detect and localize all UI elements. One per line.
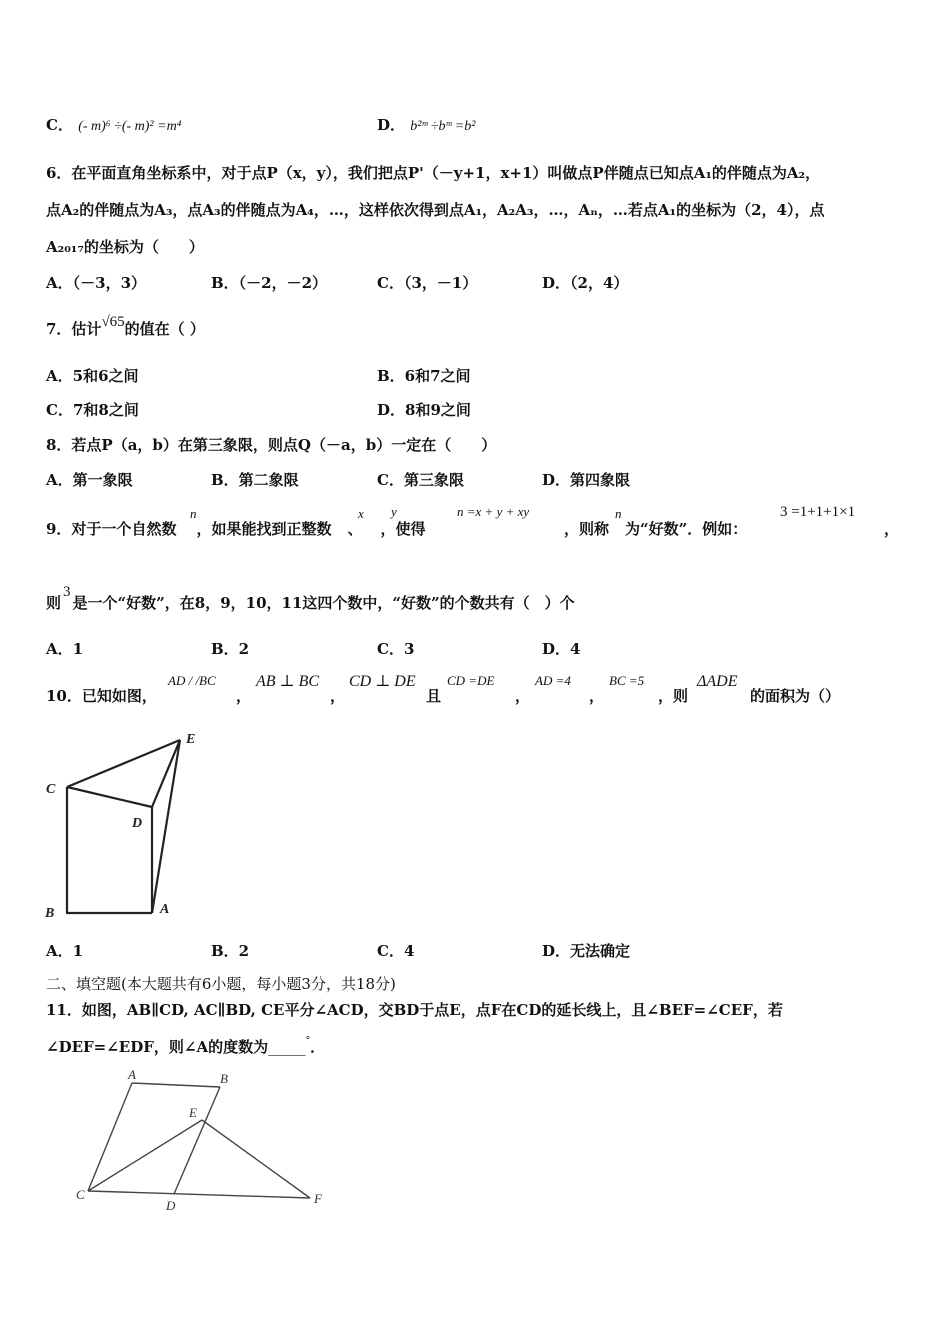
- q5-option-d-expression: b²ᵐ ÷bᵐ =b²: [410, 119, 476, 134]
- q11-fig-label-c: C: [76, 1187, 85, 1202]
- q7-option-b: B．6和7之间: [377, 367, 471, 385]
- q6-option-d: D．（2，4）: [542, 274, 629, 292]
- q10-cond-bc: BC =5: [609, 673, 645, 688]
- q11-stem-line-1: 11．如图，AB∥CD, AC∥BD, CE平分∠ACD，交BD于点E，点F在CD的延长线上，且∠BEF=∠CEF，若: [46, 1001, 783, 1019]
- q7-option-d: D．8和9之间: [377, 401, 471, 419]
- q7-stem: 7．估计√65的值在（ ）: [46, 314, 205, 338]
- q10-comma-4: ，: [589, 687, 605, 705]
- q9-stem-line-2: 则3是一个“好数”，在8，9，10，11这四个数中，“好数”的个数共有（ ）个: [46, 584, 575, 612]
- q10-and: 且: [426, 687, 442, 705]
- q6-option-c: C．（3，－1）: [377, 274, 478, 292]
- q11-fig-label-e: E: [189, 1105, 197, 1120]
- q10-fig-edge-ae: [152, 740, 180, 913]
- q10-comma-1: ，: [236, 687, 252, 705]
- q10-cond-ad: AD =4: [535, 673, 571, 688]
- q7-radical: √65: [101, 314, 125, 330]
- q5-option-c-expression: (- m)⁶ ÷(- m)² =m⁴: [78, 119, 182, 134]
- q9-var-n2: n: [615, 506, 622, 521]
- q6-option-b: B．（－2，－2）: [211, 274, 328, 292]
- q10-fig-label-d: D: [132, 816, 143, 831]
- q11-fig-label-f: F: [314, 1191, 322, 1206]
- q10-fig-label-c: C: [46, 782, 56, 797]
- q10-fig-edge-cd: [67, 787, 152, 807]
- q10-fig-label-e: E: [186, 732, 196, 747]
- q6-stem-line-2: 点A₂的伴随点为A₃，点A₃的伴随点为A₄，…，这样依次得到点A₁，A₂A₃，…，Aₙ，…若点A₁的坐标为（2，4），点: [46, 201, 825, 219]
- q10-stem-suffix: 的面积为（）: [750, 687, 841, 705]
- q10-option-b: B．2: [211, 942, 250, 960]
- q9-var-n: n: [190, 506, 197, 521]
- q9-var-3: 3: [63, 584, 71, 600]
- q9-option-d: D．4: [542, 640, 581, 658]
- q8-option-d: D．第四象限: [542, 471, 631, 489]
- q11-fig-label-d: D: [166, 1198, 176, 1213]
- q9-option-a: A．1: [46, 640, 84, 658]
- q11-fig-label-b: B: [220, 1071, 228, 1086]
- q11-fig-edge-ab: [132, 1083, 220, 1087]
- q11-degree-mark: °: [305, 1036, 311, 1046]
- q10-stem-prefix: 10．已知如图，: [46, 687, 157, 705]
- q11-figure: [70, 1065, 340, 1215]
- q7-option-a: A．5和6之间: [46, 367, 139, 385]
- q9-formula: n =x + y + xy: [457, 504, 530, 519]
- q7-option-c: C．7和8之间: [46, 401, 139, 419]
- q9-stem-text: 9．对于一个自然数 ，如果能找到正整数 、 ，使得: [46, 520, 426, 538]
- q10-option-a: A．1: [46, 942, 84, 960]
- q6-option-a: A．（－3，3）: [46, 274, 147, 292]
- q8-option-c: C．第三象限: [377, 471, 464, 489]
- q5-option-c: C． (- m)⁶ ÷(- m)² =m⁴: [46, 116, 182, 134]
- q11-fig-edge-ac: [88, 1083, 132, 1191]
- q10-fig-label-b: B: [45, 906, 55, 921]
- q10-comma-3: ，: [515, 687, 531, 705]
- q6-stem-line-3: A₂₀₁₇的坐标为（ ）: [46, 238, 204, 256]
- q11-fig-label-a: A: [128, 1067, 136, 1082]
- q11-fig-edge-ef: [202, 1120, 310, 1198]
- q10-figure: [40, 725, 210, 925]
- q9-var-y: y: [391, 504, 397, 519]
- q9-var-x: x: [358, 506, 364, 521]
- q11-stem-line-2: ∠DEF=∠EDF，则∠A的度数为_____°．: [46, 1036, 326, 1056]
- q9-comma: ，: [884, 520, 900, 538]
- q6-stem-line-1: 6．在平面直角坐标系中，对于点P（x，y），我们把点P'（－y+1，x+1）叫做点P伴随点已知点A₁的伴随点为A₂，: [46, 164, 821, 182]
- section-2-title: 二、填空题(本大题共有6小题，每小题3分，共18分): [46, 975, 396, 993]
- q11-fig-edge-bd: [174, 1087, 220, 1194]
- q9-option-c: C．3: [377, 640, 415, 658]
- q5-option-d: D． b²ᵐ ÷bᵐ =b²: [377, 116, 476, 134]
- q10-fig-label-a: A: [160, 902, 170, 917]
- q10-cond-cd-eq-de: CD =DE: [447, 673, 495, 688]
- q11-answer-blank: _____: [268, 1038, 306, 1056]
- q10-option-d: D．无法确定: [542, 942, 631, 960]
- q8-option-a: A．第一象限: [46, 471, 133, 489]
- q10-cond-ab-perp-bc: AB ⊥ BC: [256, 673, 320, 690]
- q11-fig-edge-cf: [88, 1191, 310, 1198]
- q10-then: ，则: [658, 687, 689, 705]
- q10-cond-ad-parallel-bc: AD / /BC: [168, 673, 216, 688]
- q10-comma-2: ，: [330, 687, 346, 705]
- q8-stem: 8．若点P（a，b）在第三象限，则点Q（－a，b）一定在（ ）: [46, 436, 497, 454]
- q10-option-c: C．4: [377, 942, 415, 960]
- q10-fig-rect-edges: [67, 787, 152, 913]
- q9-stem-text-2: ，则称 为“好数”．例如：: [564, 520, 748, 538]
- q9-option-b: B．2: [211, 640, 250, 658]
- q9-example: 3 =1+1+1×1: [780, 504, 856, 520]
- q10-triangle-ade: ΔADE: [697, 673, 738, 690]
- q8-option-b: B．第二象限: [211, 471, 299, 489]
- q11-fig-edge-ce: [88, 1120, 202, 1191]
- q10-cond-cd-perp-de: CD ⊥ DE: [349, 673, 416, 690]
